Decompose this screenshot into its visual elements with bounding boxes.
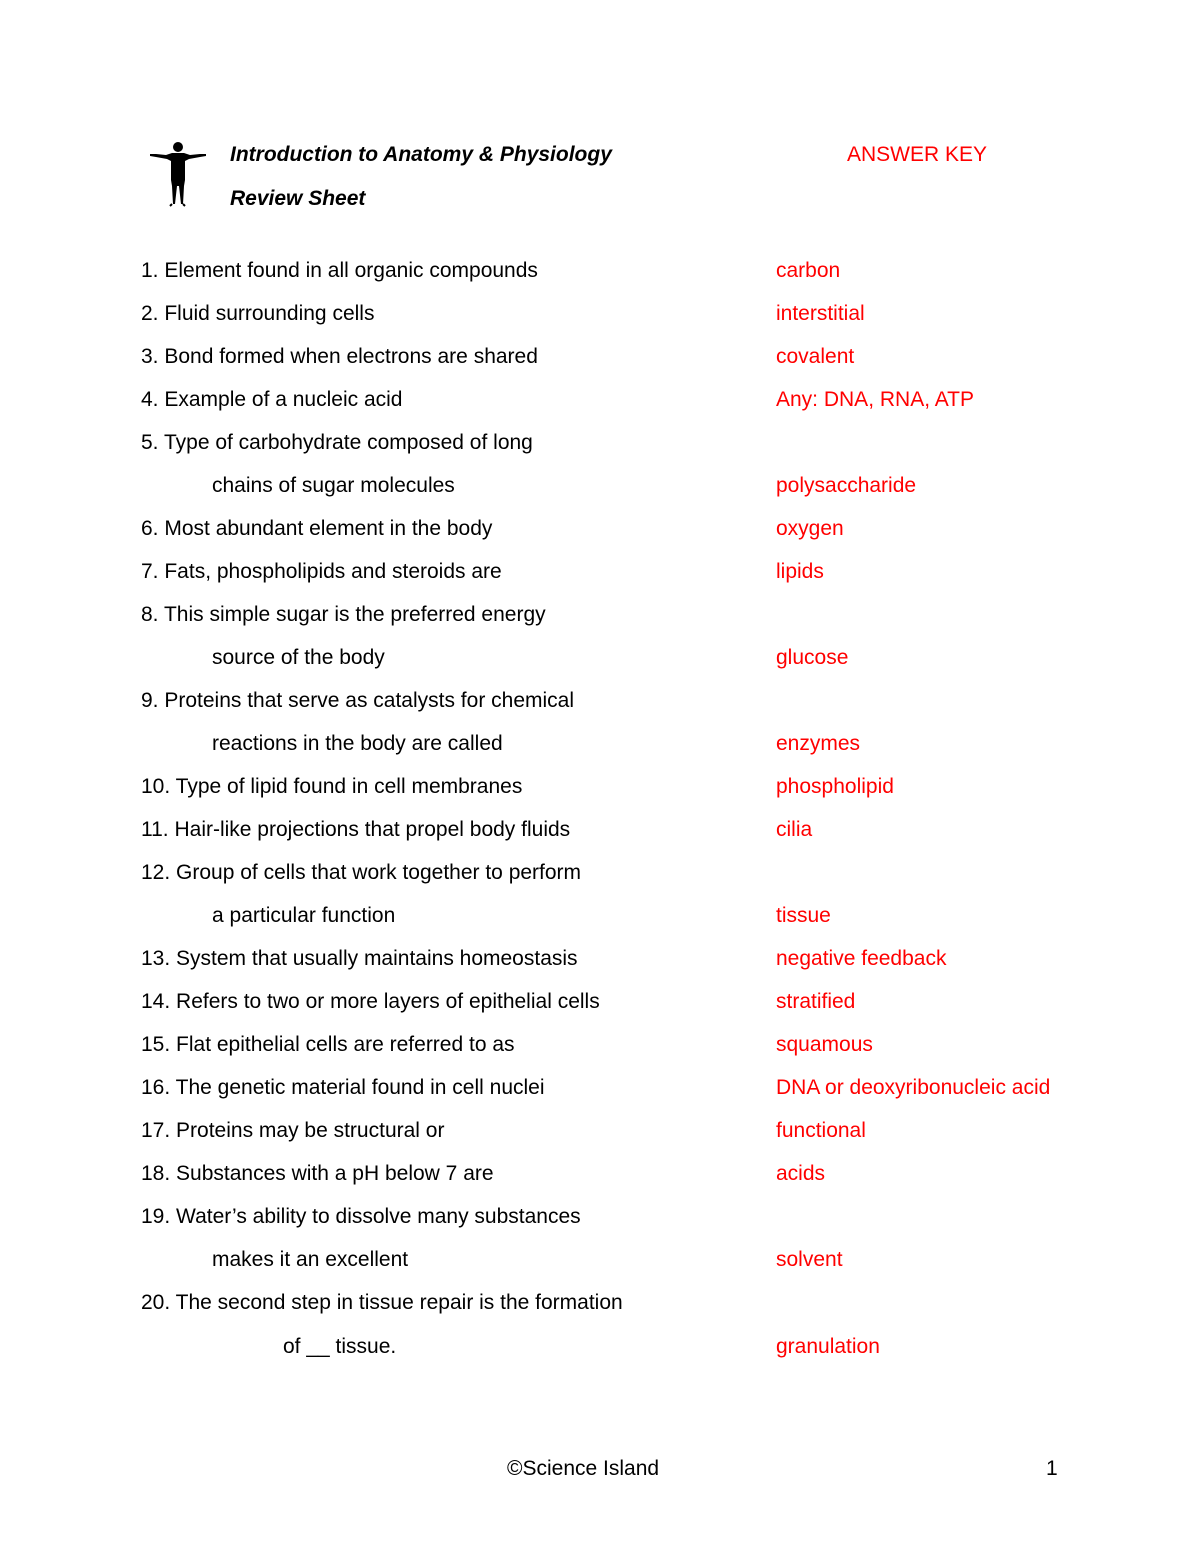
question-line: 13. System that usually maintains homeostasis	[141, 947, 578, 970]
answer-text: interstitial	[776, 302, 865, 325]
document-subtitle: Review Sheet	[230, 187, 366, 210]
document-title: Introduction to Anatomy & Physiology	[230, 143, 612, 166]
question-line: 15. Flat epithelial cells are referred to as	[141, 1033, 515, 1056]
question-line: 14. Refers to two or more layers of epithelial cells	[141, 990, 600, 1013]
question-line: 3. Bond formed when electrons are shared	[141, 345, 538, 368]
answer-text: Any: DNA, RNA, ATP	[776, 388, 974, 411]
answer-text: granulation	[776, 1335, 880, 1358]
answer-text: stratified	[776, 990, 856, 1013]
footer-copyright: ©Science Island	[507, 1457, 660, 1480]
question-line: 1. Element found in all organic compounds	[141, 259, 538, 282]
question-line: 6. Most abundant element in the body	[141, 517, 493, 540]
answer-text: cilia	[776, 818, 813, 841]
question-line: source of the body	[212, 646, 385, 669]
question-line: makes it an excellent	[212, 1248, 409, 1271]
question-line: 20. The second step in tissue repair is the formation	[141, 1291, 623, 1314]
question-line: of __ tissue.	[283, 1335, 397, 1358]
answer-text: squamous	[776, 1033, 873, 1056]
question-line: 12. Group of cells that work together to perform	[141, 861, 582, 884]
answer-text: solvent	[776, 1248, 843, 1271]
question-line: 8. This simple sugar is the preferred energy	[141, 603, 546, 626]
answer-text: oxygen	[776, 517, 844, 540]
question-line: 17. Proteins may be structural or	[141, 1119, 445, 1142]
question-line: 4. Example of a nucleic acid	[141, 388, 403, 411]
question-line: 11. Hair-like projections that propel body fluids	[141, 818, 571, 841]
answer-text: carbon	[776, 259, 841, 282]
answer-key-label: ANSWER KEY	[847, 143, 988, 166]
answer-text: enzymes	[776, 732, 861, 755]
answer-text: polysaccharide	[776, 474, 917, 497]
human-figure-icon	[148, 140, 208, 210]
question-line: 9. Proteins that serve as catalysts for chemical	[141, 689, 575, 712]
page-number: 1	[1046, 1457, 1058, 1480]
answer-text: lipids	[776, 560, 824, 583]
answer-text: negative feedback	[776, 947, 947, 970]
question-line: 7. Fats, phospholipids and steroids are	[141, 560, 502, 583]
answer-text: phospholipid	[776, 775, 894, 798]
answer-text: glucose	[776, 646, 849, 669]
question-line: 18. Substances with a pH below 7 are	[141, 1162, 494, 1185]
question-line: a particular function	[212, 904, 396, 927]
answer-text: acids	[776, 1162, 826, 1185]
answer-text: DNA or deoxyribonucleic acid	[776, 1076, 1051, 1099]
question-line: 16. The genetic material found in cell nuclei	[141, 1076, 545, 1099]
answer-text: functional	[776, 1119, 866, 1142]
question-line: 10. Type of lipid found in cell membranes	[141, 775, 523, 798]
question-line: 19. Water’s ability to dissolve many substances	[141, 1205, 581, 1228]
question-line: 5. Type of carbohydrate composed of long	[141, 431, 533, 454]
question-line: 2. Fluid surrounding cells	[141, 302, 375, 325]
question-line: reactions in the body are called	[212, 732, 503, 755]
answer-text: tissue	[776, 904, 831, 927]
answer-text: covalent	[776, 345, 855, 368]
question-line: chains of sugar molecules	[212, 474, 455, 497]
